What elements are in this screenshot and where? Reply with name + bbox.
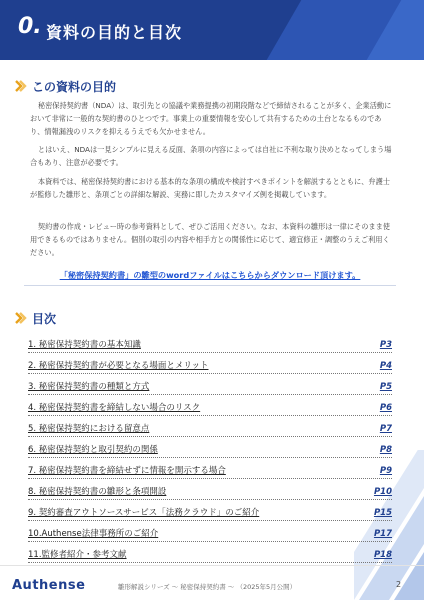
toc-item[interactable] (28, 525, 392, 542)
toc-heading (14, 308, 56, 328)
toc-item-label[interactable]: 4. 秘密保持契約書を締結しない場合のリスク (28, 403, 201, 413)
toc-item-page[interactable]: P9 (379, 466, 392, 476)
section-number: 0. (18, 14, 42, 39)
toc-heading-label: 目次 (32, 311, 57, 326)
toc-item-page[interactable]: P6 (379, 403, 392, 413)
toc-item[interactable] (28, 441, 392, 458)
toc-item[interactable] (28, 378, 392, 395)
toc-item-page[interactable]: P18 (373, 550, 392, 560)
page-number: 2 (396, 580, 402, 589)
toc-item-page[interactable]: P17 (373, 529, 392, 539)
toc-item-label[interactable]: 6. 秘密保持契約と取引契約の関係 (28, 445, 158, 455)
toc-item-page[interactable]: P8 (379, 445, 392, 455)
footer-divider (0, 565, 424, 566)
chevron-right-icon (14, 79, 28, 93)
toc-item[interactable] (28, 462, 392, 479)
toc-item[interactable] (28, 336, 392, 353)
page-header (0, 0, 424, 60)
toc-item-label[interactable]: 1. 秘密保持契約書の基本知識 (28, 340, 141, 350)
purpose-heading (14, 76, 116, 96)
toc-item[interactable] (28, 399, 392, 416)
toc-item-page[interactable]: P7 (379, 424, 392, 434)
page-title: 資料の目的と目次 (46, 23, 183, 42)
toc-item-label[interactable]: 5. 秘密保持契約における留意点 (28, 424, 150, 434)
toc-item-page[interactable]: P10 (373, 487, 392, 497)
toc-item[interactable] (28, 357, 392, 374)
purpose-heading-label: この資料の目的 (32, 79, 117, 94)
toc-item-label[interactable]: 11.監修者紹介・参考文献 (28, 550, 127, 560)
toc-item-page[interactable]: P3 (379, 340, 392, 350)
divider (24, 285, 396, 286)
toc-item[interactable] (28, 546, 392, 563)
toc-item-label[interactable]: 10.Authense法律事務所のご紹介 (28, 529, 159, 539)
template-download-link[interactable]: 「秘密保持契約書」の雛型のwordファイルはこちらからダウンロード頂けます。 (59, 270, 361, 280)
toc-item-label[interactable]: 9. 契約審査アウトソースサービス「法務クラウド」のご紹介 (28, 508, 260, 518)
purpose-paragraph: とはいえ、NDAは一見シンプルに見える反面、条項の内容によっては自社に不利な取り決めとなってしまう場合もあり、注意が必要です。 (30, 145, 392, 167)
toc-item[interactable] (28, 504, 392, 521)
purpose-paragraph: 契約書の作成・レビュー時の参考資料として、ぜひご活用ください。なお、本資料の雛形は一律にそのまま使用できるものではありません。個別の取引の内容や相手方との関係性に応じて、適宜修正・調整のうえご利用ください。 (30, 222, 390, 257)
toc-item-label[interactable]: 7. 秘密保持契約書を締結せずに情報を開示する場合 (28, 466, 226, 476)
toc-item-label[interactable]: 2. 秘密保持契約書が必要となる場面とメリット (28, 361, 209, 371)
purpose-paragraph: 本資料では、秘密保持契約書における基本的な条項の構成や検討すべきポイントを解説するとともに、弁護士が監修した雛形と、条項ごとの詳細な解説、実務に即したカスタマイズ例を掲載しています。 (30, 177, 390, 199)
toc-item-label[interactable]: 3. 秘密保持契約書の種類と方式 (28, 382, 150, 392)
toc-item-label[interactable]: 8. 秘密保持契約書の雛形と条項開設 (28, 487, 167, 497)
toc-item[interactable] (28, 420, 392, 437)
purpose-paragraph: 秘密保持契約書（NDA）は、取引先との協議や業務提携の初期段階などで締結されることが多く、企業活動において非常に一般的な契約書のひとつです。事業上の重要情報を安心して共有するための土台となるものであり、情報漏洩のリスクを抑えるうえでも欠かせません。 (30, 101, 392, 136)
toc-item-page[interactable]: P15 (373, 508, 392, 518)
authense-logo: Authense (12, 578, 86, 593)
toc-item-page[interactable]: P4 (379, 361, 392, 371)
toc-item[interactable] (28, 483, 392, 500)
footer-series-text: 雛形解説シリーズ ～ 秘密保持契約書 ～ （2025年5月公開） (118, 583, 297, 591)
toc-item-page[interactable]: P5 (379, 382, 392, 392)
chevron-right-icon (14, 311, 28, 325)
